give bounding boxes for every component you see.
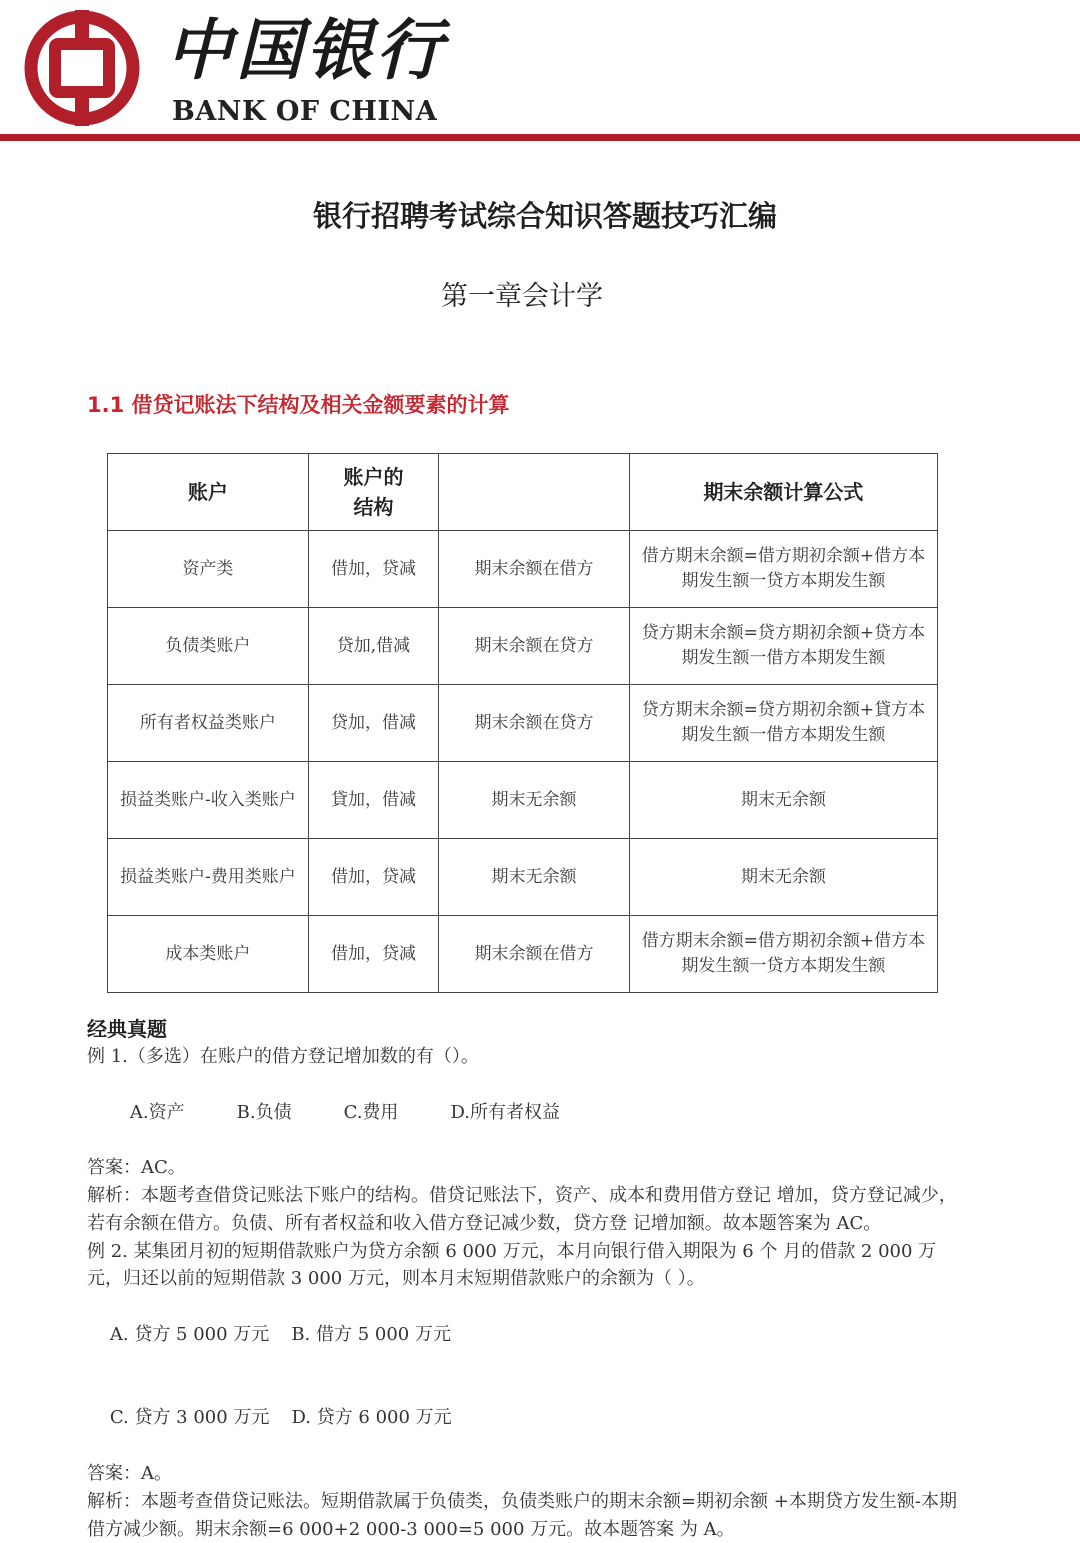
cell-account: 成本类账户 bbox=[108, 916, 309, 993]
cell-account: 所有者权益类账户 bbox=[108, 685, 309, 762]
table-header-row bbox=[108, 454, 938, 531]
question-2-options-row-2 bbox=[87, 1377, 967, 1460]
account-structure-table bbox=[107, 453, 938, 993]
option-c: C. 贷方 3 000 万元 bbox=[109, 1407, 270, 1429]
question-1-analysis: 解析：本题考查借贷记账法下账户的结构。借贷记账法下，资产、成本和费用借方登记 增加，贷方登记减少，若有余额在借方。负债、所有者权益和收入借方登记减少数，贷方登 记增加额。故本题答案为 AC。 bbox=[87, 1184, 957, 1234]
document-title: 银行招聘考试综合知识答题技巧汇编 bbox=[312, 199, 777, 233]
cell-structure: 借加，贷减 bbox=[308, 916, 438, 993]
cell-formula: 期末无余额 bbox=[629, 839, 937, 916]
option-b: B.负债 bbox=[236, 1101, 292, 1123]
cell-formula: 贷方期末余额=贷方期初余额+貸方本期发生额一借方本期发生额 bbox=[629, 685, 937, 762]
header-account: 账户 bbox=[108, 454, 309, 531]
section-title: 1.1 借贷记账法下结构及相关金额要素的计算 bbox=[87, 393, 510, 417]
table-row bbox=[108, 916, 938, 993]
chapter-title: 第一章会计学 bbox=[441, 281, 603, 312]
cell-structure: 贷加,借减 bbox=[308, 608, 438, 685]
cell-formula: 借方期末余额=借方期初余额+借方本期发生额一贷方本期发生额 bbox=[629, 916, 937, 993]
cell-structure: 贷加，借减 bbox=[308, 685, 438, 762]
option-d: D.所有者权益 bbox=[450, 1101, 560, 1123]
table-row bbox=[108, 531, 938, 608]
cell-balance-side: 期末余额在贷方 bbox=[439, 608, 630, 685]
table-row bbox=[108, 839, 938, 916]
cell-balance-side: 期末余额在借方 bbox=[439, 916, 630, 993]
option-a: A. 贷方 5 000 万元 bbox=[109, 1323, 270, 1345]
cell-balance-side: 期末无余额 bbox=[439, 762, 630, 839]
cell-formula: 贷方期末余额=贷方期初余额+贷方本期发生额一借方本期发生额 bbox=[629, 608, 937, 685]
cell-account: 损益类账户-收入类账户 bbox=[108, 762, 309, 839]
header-structure: 账户的 结构 bbox=[308, 454, 438, 531]
question-2-analysis: 解析：本题考查借贷记账法。短期借款属于负债类，负债类账户的期末余额=期初余额 +本期贷方发生额-本期借方减少额。期末余额=6 000+2 000-3 000=5 000 万元。故本题答案 为 A。 bbox=[87, 1490, 957, 1540]
header-formula: 期末余额计算公式 bbox=[629, 454, 937, 531]
header bbox=[0, 0, 1080, 146]
header-divider bbox=[0, 134, 1080, 141]
cell-account: 资产类 bbox=[108, 531, 309, 608]
table-row bbox=[108, 608, 938, 685]
logo-chinese-text: 中国银行 bbox=[166, 11, 446, 89]
cell-formula: 借方期末余额=借方期初余额+借方本期发生额一贷方本期发生额 bbox=[629, 531, 937, 608]
questions-heading: 经典真题 bbox=[87, 1017, 167, 1041]
table-row bbox=[108, 762, 938, 839]
option-d: D. 贷方 6 000 万元 bbox=[291, 1407, 452, 1429]
cell-balance-side: 期末无余额 bbox=[439, 839, 630, 916]
option-b: B. 借方 5 000 万元 bbox=[291, 1323, 451, 1345]
cell-formula: 期末无余额 bbox=[629, 762, 937, 839]
cell-balance-side: 期末余额在借方 bbox=[439, 531, 630, 608]
option-c: C.费用 bbox=[343, 1101, 399, 1123]
cell-structure: 貸加，借减 bbox=[308, 762, 438, 839]
question-1-options bbox=[87, 1071, 967, 1154]
logo-english-text: BANK OF CHINA bbox=[172, 96, 438, 127]
table-row bbox=[108, 685, 938, 762]
header-balance-side bbox=[439, 454, 630, 531]
question-1-answer: 答案：AC。 bbox=[87, 1157, 186, 1179]
question-2-stem: 例 2. 某集团月初的短期借款账户为贷方余额 6 000 万元，本月向银行借入期限为 6 个 月的借款 2 000 万元，归还以前的短期借款 3 000 万元，则本月末短期借款账户的余额为（ ）。 bbox=[87, 1240, 937, 1290]
cell-account: 损益类账户-费用类账户 bbox=[108, 839, 309, 916]
option-a: A.资产 bbox=[129, 1101, 185, 1123]
question-1-stem: 例 1.（多选）在账户的借方登记增加数的有（）。 bbox=[87, 1046, 479, 1067]
question-2-options-row-1 bbox=[87, 1293, 967, 1376]
cell-account: 负债类账户 bbox=[108, 608, 309, 685]
exam-questions bbox=[87, 1015, 967, 1543]
cell-structure: 借加，贷减 bbox=[308, 531, 438, 608]
bank-of-china-logo-icon bbox=[24, 10, 140, 126]
cell-balance-side: 期末余额在贷方 bbox=[439, 685, 630, 762]
question-2-answer: 答案：A。 bbox=[87, 1462, 172, 1484]
cell-structure: 借加，贷减 bbox=[308, 839, 438, 916]
